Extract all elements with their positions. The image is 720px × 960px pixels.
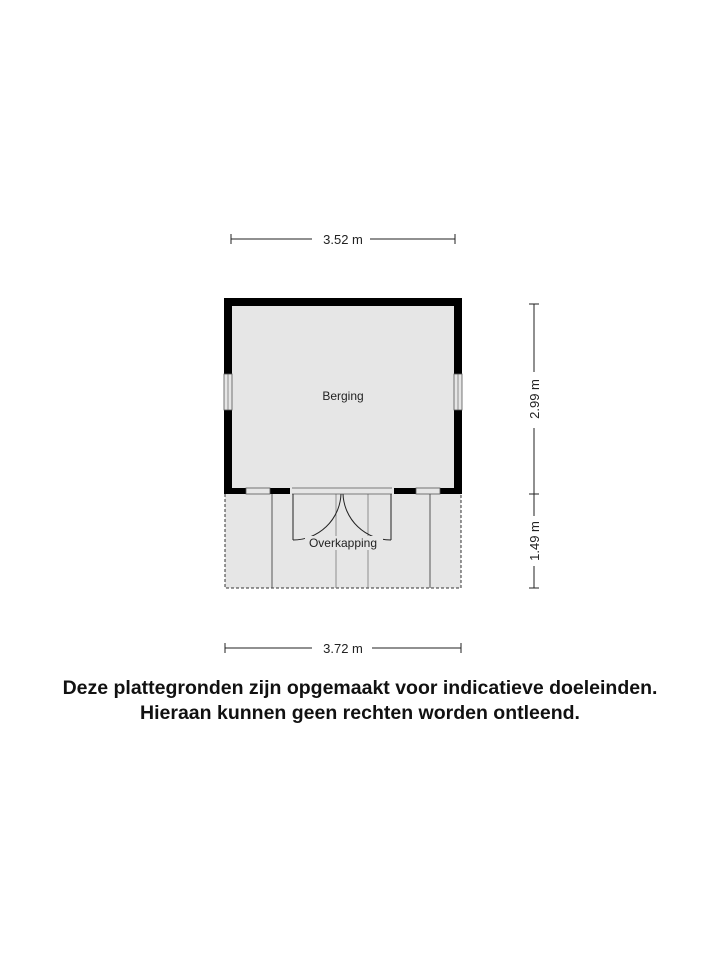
top-width-dimension xyxy=(231,232,455,247)
disclaimer-line-2: Hieraan kunnen geen rechten worden ontleend. xyxy=(140,702,580,724)
disclaimer xyxy=(0,676,720,726)
lower-height-label: 1.49 m xyxy=(527,521,542,561)
room-label-berging: Berging xyxy=(322,389,364,403)
door-opening xyxy=(290,488,394,494)
berging-room xyxy=(224,298,462,494)
window-bottom-right xyxy=(416,488,440,494)
top-width-label: 3.52 m xyxy=(323,232,363,247)
room-label-overkapping: Overkapping xyxy=(308,536,378,550)
upper-height-label: 2.99 m xyxy=(527,379,542,419)
window-bottom-left xyxy=(246,488,270,494)
right-height-dimension xyxy=(527,304,542,588)
disclaimer-line-1: Deze plattegronden zijn opgemaakt voor indicatieve doeleinden. xyxy=(62,677,658,699)
bottom-width-label: 3.72 m xyxy=(323,641,363,656)
bottom-width-dimension xyxy=(225,641,461,656)
